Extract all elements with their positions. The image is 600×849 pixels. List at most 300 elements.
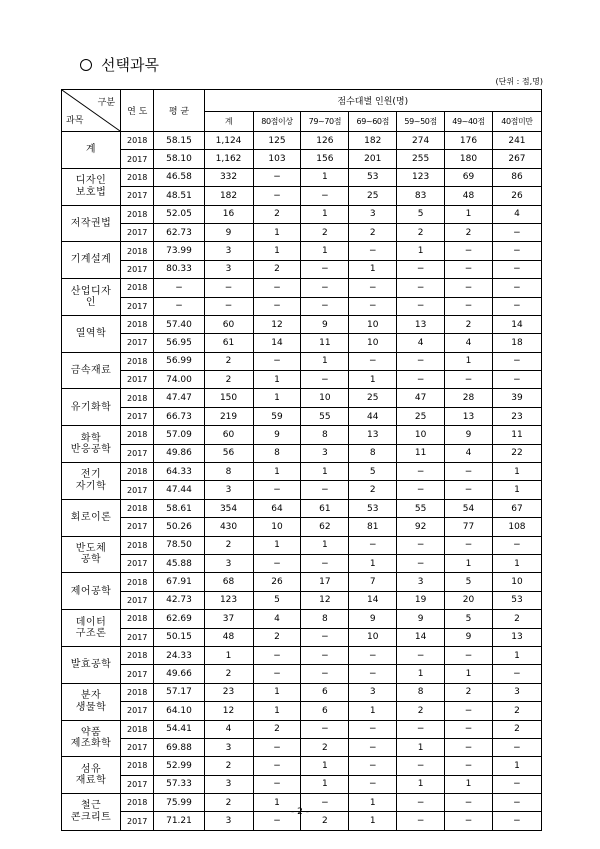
band-cell: 6 xyxy=(301,683,349,701)
band-cell: 2 xyxy=(301,223,349,241)
average-cell: 64.10 xyxy=(154,702,204,720)
subject-cell xyxy=(62,646,121,683)
subject-cell xyxy=(62,683,121,720)
average-cell: 56.99 xyxy=(154,352,204,370)
band-cell: 11 xyxy=(397,444,445,462)
band-cell: 1 xyxy=(253,223,301,241)
subject-label: 금속재료 xyxy=(70,364,112,376)
band-cell: 4 xyxy=(492,205,541,223)
total-cell: 3 xyxy=(204,242,253,260)
year-cell: 2017 xyxy=(121,260,154,278)
total-cell: 2 xyxy=(204,757,253,775)
band-cell: − xyxy=(492,665,541,683)
band-cell: − xyxy=(397,260,445,278)
table-row xyxy=(62,683,542,701)
band-cell: 67 xyxy=(492,499,541,517)
subject-label: 약품 xyxy=(80,726,102,738)
band-cell: 2 xyxy=(492,610,541,628)
band-cell: 9 xyxy=(397,610,445,628)
band-cell: 1 xyxy=(397,738,445,756)
band-cell: 47 xyxy=(397,389,445,407)
subject-label: 회로이론 xyxy=(70,511,112,523)
year-cell: 2018 xyxy=(121,168,154,186)
average-cell: 47.44 xyxy=(154,481,204,499)
average-cell: − xyxy=(154,297,204,315)
band-cell: 182 xyxy=(349,132,397,150)
band-cell: 53 xyxy=(349,499,397,517)
total-cell: 4 xyxy=(204,720,253,738)
band-cell: − xyxy=(492,536,541,554)
band-cell: 25 xyxy=(349,389,397,407)
total-cell: 3 xyxy=(204,775,253,793)
band-cell: 123 xyxy=(397,168,445,186)
band-cell: 54 xyxy=(445,499,493,517)
band-cell: − xyxy=(492,242,541,260)
band-cell: − xyxy=(445,702,493,720)
band-cell: 125 xyxy=(253,132,301,150)
band-cell: 3 xyxy=(492,683,541,701)
band-cell: 18 xyxy=(492,334,541,352)
year-cell: 2017 xyxy=(121,665,154,683)
band-cell: − xyxy=(397,554,445,572)
subject-label: 산업디자 xyxy=(70,285,112,297)
band-cell: 2 xyxy=(301,738,349,756)
band-cell: 12 xyxy=(301,591,349,609)
band-cell: 55 xyxy=(301,407,349,425)
year-cell: 2018 xyxy=(121,757,154,775)
band-cell: 180 xyxy=(445,150,493,168)
band-cell: − xyxy=(253,738,301,756)
total-cell: 1 xyxy=(204,646,253,664)
band-cell: − xyxy=(492,260,541,278)
band-cell: 2 xyxy=(492,720,541,738)
average-cell: 62.69 xyxy=(154,610,204,628)
band-cell: 8 xyxy=(253,444,301,462)
band-cell: 1 xyxy=(492,646,541,664)
average-cell: 56.95 xyxy=(154,334,204,352)
band-cell: − xyxy=(301,481,349,499)
table-row xyxy=(62,205,542,223)
table-row xyxy=(62,518,542,536)
score-distribution-table xyxy=(61,89,542,831)
total-cell: 3 xyxy=(204,554,253,572)
year-cell: 2017 xyxy=(121,481,154,499)
total-cell: 61 xyxy=(204,334,253,352)
average-cell: 67.91 xyxy=(154,573,204,591)
average-cell: 47.47 xyxy=(154,389,204,407)
band-cell: 92 xyxy=(397,518,445,536)
band-cell: 28 xyxy=(445,389,493,407)
average-cell: − xyxy=(154,279,204,297)
band-cell: 1 xyxy=(397,242,445,260)
band-cell: − xyxy=(253,812,301,830)
band-cell: − xyxy=(397,297,445,315)
subject-cell xyxy=(62,279,121,316)
year-cell: 2018 xyxy=(121,683,154,701)
band-cell: 1 xyxy=(349,260,397,278)
table-row xyxy=(62,223,542,241)
band-cell: 1 xyxy=(301,168,349,186)
table-row xyxy=(62,444,542,462)
band-cell: 1 xyxy=(253,702,301,720)
subject-cell xyxy=(62,352,121,389)
band-cell: − xyxy=(445,720,493,738)
band-cell: 53 xyxy=(349,168,397,186)
section-title xyxy=(80,54,159,75)
total-cell: 2 xyxy=(204,536,253,554)
year-cell: 2017 xyxy=(121,334,154,352)
subject-label: 제어공학 xyxy=(70,585,112,597)
year-cell: 2017 xyxy=(121,187,154,205)
year-cell: 2018 xyxy=(121,132,154,150)
band-cell: 1 xyxy=(445,554,493,572)
band-cell: 2 xyxy=(397,223,445,241)
subject-label: 유기화학 xyxy=(70,401,112,413)
band-cell: 13 xyxy=(397,315,445,333)
band-cell: 1 xyxy=(253,536,301,554)
year-cell: 2018 xyxy=(121,610,154,628)
table-row xyxy=(62,702,542,720)
band-cell: 4 xyxy=(397,334,445,352)
band-cell: 274 xyxy=(397,132,445,150)
band-cell: − xyxy=(253,757,301,775)
band-cell: 11 xyxy=(492,426,541,444)
band-cell: − xyxy=(253,646,301,664)
band-cell: − xyxy=(492,371,541,389)
year-cell: 2018 xyxy=(121,499,154,517)
subject-cell xyxy=(62,757,121,794)
average-cell: 57.33 xyxy=(154,775,204,793)
year-cell: 2017 xyxy=(121,518,154,536)
band-cell: 14 xyxy=(492,315,541,333)
subject-cell xyxy=(62,389,121,426)
year-cell: 2017 xyxy=(121,223,154,241)
band-cell: 4 xyxy=(445,444,493,462)
subject-label: 생물학 xyxy=(75,701,107,713)
band-cell: − xyxy=(349,297,397,315)
band-cell: 1 xyxy=(253,683,301,701)
subject-label: 저작권법 xyxy=(70,217,112,229)
band-cell: − xyxy=(349,775,397,793)
band-cell: − xyxy=(492,352,541,370)
average-cell: 64.33 xyxy=(154,463,204,481)
total-cell: 430 xyxy=(204,518,253,536)
average-cell: 52.99 xyxy=(154,757,204,775)
subject-cell xyxy=(62,168,121,205)
band-cell: 9 xyxy=(445,426,493,444)
average-cell: 75.99 xyxy=(154,794,204,812)
year-cell: 2017 xyxy=(121,812,154,830)
band-cell: 1 xyxy=(397,775,445,793)
band-cell: 25 xyxy=(349,187,397,205)
band-cell: − xyxy=(445,646,493,664)
band-cell: 13 xyxy=(492,628,541,646)
subject-label: 화학 xyxy=(80,432,102,444)
header-band: 69~60점 xyxy=(349,112,397,132)
table-row xyxy=(62,168,542,186)
table-row xyxy=(62,738,542,756)
header-band: 59~50점 xyxy=(397,112,445,132)
band-cell: 53 xyxy=(492,591,541,609)
table-row xyxy=(62,757,542,775)
circle-bullet-icon xyxy=(80,59,92,71)
band-cell: − xyxy=(397,536,445,554)
band-cell: 17 xyxy=(301,573,349,591)
band-cell: − xyxy=(349,242,397,260)
year-cell: 2017 xyxy=(121,444,154,462)
band-cell: 2 xyxy=(349,481,397,499)
band-cell: 81 xyxy=(349,518,397,536)
band-cell: 9 xyxy=(301,315,349,333)
band-cell: 23 xyxy=(492,407,541,425)
band-cell: 4 xyxy=(445,334,493,352)
year-cell: 2018 xyxy=(121,646,154,664)
year-cell: 2017 xyxy=(121,150,154,168)
year-cell: 2017 xyxy=(121,407,154,425)
total-cell: 12 xyxy=(204,702,253,720)
band-cell: − xyxy=(445,371,493,389)
band-cell: 61 xyxy=(301,499,349,517)
band-cell: − xyxy=(397,646,445,664)
year-cell: 2018 xyxy=(121,242,154,260)
band-cell: 2 xyxy=(349,223,397,241)
header-gubun: 구분 xyxy=(97,98,116,108)
subject-cell xyxy=(62,315,121,352)
subject-label: 반도체 xyxy=(75,542,107,554)
average-cell: 62.73 xyxy=(154,223,204,241)
band-cell: − xyxy=(301,665,349,683)
band-cell: 3 xyxy=(397,573,445,591)
total-cell: 3 xyxy=(204,738,253,756)
band-cell: 1 xyxy=(349,702,397,720)
subject-cell xyxy=(62,610,121,647)
total-cell: 60 xyxy=(204,426,253,444)
band-cell: 13 xyxy=(445,407,493,425)
header-band: 49~40점 xyxy=(445,112,493,132)
total-cell: 68 xyxy=(204,573,253,591)
band-cell: 11 xyxy=(301,334,349,352)
total-cell: 23 xyxy=(204,683,253,701)
band-cell: 1 xyxy=(253,389,301,407)
band-cell: 1 xyxy=(445,205,493,223)
band-cell: 1 xyxy=(349,794,397,812)
band-cell: 69 xyxy=(445,168,493,186)
average-cell: 58.61 xyxy=(154,499,204,517)
band-cell: − xyxy=(301,646,349,664)
table-row xyxy=(62,463,542,481)
band-cell: − xyxy=(397,481,445,499)
band-cell: − xyxy=(349,646,397,664)
table-row xyxy=(62,371,542,389)
band-cell: − xyxy=(397,463,445,481)
average-cell: 24.33 xyxy=(154,646,204,664)
band-cell: 55 xyxy=(397,499,445,517)
header-band: 80점이상 xyxy=(253,112,301,132)
average-cell: 78.50 xyxy=(154,536,204,554)
total-cell: 3 xyxy=(204,812,253,830)
band-cell: 26 xyxy=(253,573,301,591)
band-cell: 1 xyxy=(492,463,541,481)
year-cell: 2018 xyxy=(121,463,154,481)
year-cell: 2018 xyxy=(121,352,154,370)
band-cell: − xyxy=(397,371,445,389)
total-cell: 8 xyxy=(204,463,253,481)
table-row xyxy=(62,315,542,333)
subject-label: 열역학 xyxy=(75,328,107,340)
band-cell: − xyxy=(301,371,349,389)
band-cell: 3 xyxy=(349,683,397,701)
subject-cell xyxy=(62,426,121,463)
year-cell: 2018 xyxy=(121,426,154,444)
header-band: 40점미만 xyxy=(492,112,541,132)
band-cell: 1 xyxy=(253,794,301,812)
table-row xyxy=(62,242,542,260)
table-row xyxy=(62,297,542,315)
band-cell: 5 xyxy=(397,205,445,223)
band-cell: 1 xyxy=(301,205,349,223)
band-cell: 3 xyxy=(301,444,349,462)
average-cell: 42.73 xyxy=(154,591,204,609)
average-cell: 49.86 xyxy=(154,444,204,462)
total-cell: − xyxy=(204,297,253,315)
average-cell: 45.88 xyxy=(154,554,204,572)
band-cell: 1 xyxy=(445,352,493,370)
total-cell: 182 xyxy=(204,187,253,205)
table-row xyxy=(62,481,542,499)
band-cell: 2 xyxy=(253,720,301,738)
average-cell: 49.66 xyxy=(154,665,204,683)
band-cell: 5 xyxy=(349,463,397,481)
total-cell: 332 xyxy=(204,168,253,186)
band-cell: − xyxy=(445,812,493,830)
year-cell: 2017 xyxy=(121,554,154,572)
band-cell: − xyxy=(253,297,301,315)
band-cell: 12 xyxy=(253,315,301,333)
band-cell: − xyxy=(397,812,445,830)
band-cell: 1 xyxy=(301,775,349,793)
band-cell: − xyxy=(445,260,493,278)
band-cell: 4 xyxy=(253,610,301,628)
table-row xyxy=(62,407,542,425)
band-cell: − xyxy=(492,812,541,830)
band-cell: − xyxy=(349,720,397,738)
band-cell: 2 xyxy=(445,223,493,241)
subject-label: 전기 xyxy=(80,469,102,481)
average-cell: 74.00 xyxy=(154,371,204,389)
band-cell: 103 xyxy=(253,150,301,168)
table-row xyxy=(62,775,542,793)
band-cell: 48 xyxy=(445,187,493,205)
band-cell: − xyxy=(492,794,541,812)
total-cell: 2 xyxy=(204,665,253,683)
table-row xyxy=(62,426,542,444)
band-cell: − xyxy=(445,757,493,775)
band-cell: 59 xyxy=(253,407,301,425)
band-cell: 39 xyxy=(492,389,541,407)
table-row xyxy=(62,720,542,738)
band-cell: 1 xyxy=(301,536,349,554)
total-cell: 60 xyxy=(204,315,253,333)
band-cell: 2 xyxy=(253,205,301,223)
band-cell: 5 xyxy=(445,610,493,628)
band-cell: 77 xyxy=(445,518,493,536)
band-cell: − xyxy=(301,187,349,205)
year-cell: 2017 xyxy=(121,591,154,609)
subject-cell xyxy=(62,720,121,757)
average-cell: 58.10 xyxy=(154,150,204,168)
band-cell: − xyxy=(445,297,493,315)
year-cell: 2017 xyxy=(121,738,154,756)
band-cell: 1 xyxy=(492,554,541,572)
band-cell: 1 xyxy=(397,665,445,683)
section-title-text: 선택과목 xyxy=(101,56,159,74)
total-cell: 37 xyxy=(204,610,253,628)
band-cell: 10 xyxy=(301,389,349,407)
total-cell: 2 xyxy=(204,371,253,389)
band-cell: 156 xyxy=(301,150,349,168)
table-body xyxy=(62,132,542,831)
band-cell: 44 xyxy=(349,407,397,425)
band-cell: − xyxy=(445,279,493,297)
year-cell: 2018 xyxy=(121,315,154,333)
unit-note: (단위 : 점,명) xyxy=(495,77,543,86)
table-row xyxy=(62,389,542,407)
band-cell: − xyxy=(445,481,493,499)
band-cell: 126 xyxy=(301,132,349,150)
band-cell: − xyxy=(349,352,397,370)
header-subject: 과목 xyxy=(66,116,84,126)
band-cell: − xyxy=(253,665,301,683)
table-row xyxy=(62,279,542,297)
average-cell: 48.51 xyxy=(154,187,204,205)
average-cell: 50.26 xyxy=(154,518,204,536)
subject-label: 구조론 xyxy=(75,628,107,640)
year-cell: 2017 xyxy=(121,297,154,315)
band-cell: 241 xyxy=(492,132,541,150)
subject-cell xyxy=(62,573,121,610)
subject-label: 기계설계 xyxy=(70,254,112,266)
band-cell: 2 xyxy=(253,628,301,646)
band-cell: 86 xyxy=(492,168,541,186)
band-cell: − xyxy=(397,794,445,812)
band-cell: 64 xyxy=(253,499,301,517)
band-cell: − xyxy=(349,536,397,554)
year-cell: 2018 xyxy=(121,573,154,591)
total-cell: 354 xyxy=(204,499,253,517)
average-cell: 58.15 xyxy=(154,132,204,150)
band-cell: − xyxy=(301,794,349,812)
band-cell: − xyxy=(492,297,541,315)
band-cell: − xyxy=(253,187,301,205)
year-cell: 2018 xyxy=(121,389,154,407)
band-cell: 1 xyxy=(253,463,301,481)
band-cell: − xyxy=(349,757,397,775)
total-cell: 123 xyxy=(204,591,253,609)
subject-cell xyxy=(62,242,121,279)
band-cell: 3 xyxy=(349,205,397,223)
year-cell: 2018 xyxy=(121,720,154,738)
average-cell: 57.40 xyxy=(154,315,204,333)
table-row xyxy=(62,499,542,517)
average-cell: 73.99 xyxy=(154,242,204,260)
band-cell: − xyxy=(253,554,301,572)
band-cell: 1 xyxy=(349,554,397,572)
band-cell: 2 xyxy=(445,315,493,333)
total-cell: 56 xyxy=(204,444,253,462)
table-row xyxy=(62,132,542,150)
header-corner xyxy=(62,90,121,132)
band-cell: 83 xyxy=(397,187,445,205)
